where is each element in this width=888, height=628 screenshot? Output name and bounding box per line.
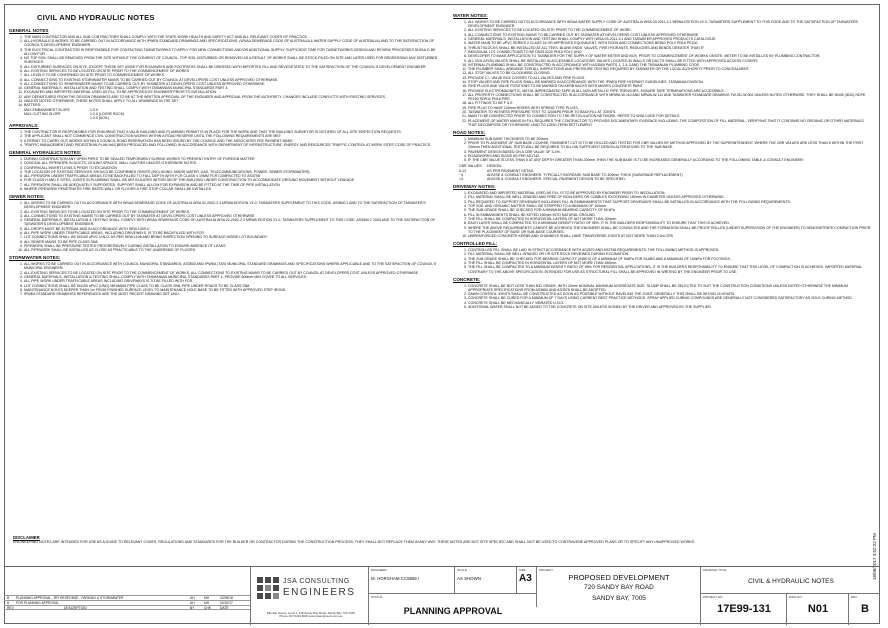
cbr-design: ADVISE & CONSULT ENGINEER. SPECIAL PAVEMENT DESIGN TO BE SPECIFIED. xyxy=(487,176,626,181)
note-item: 1. DURING CONSTRUCTION ANY OPEN PIPES TO BE SEALED TEMPORARILY DURING WORKS TO PREVENT ENTRY OF FOREIGN MATTER xyxy=(24,157,441,161)
note-item: 5. ADDITIONAL WATER SHALL NOT BE ADDED TO THE CONCRETE ON SITE UNLESS SIGNED BY THE DRIVER AND APPROVED BY THE SUPPLIER. xyxy=(468,305,871,309)
notes-list xyxy=(453,284,871,310)
batter-value: 1:2.0 (LOOSE ROCK) xyxy=(90,111,125,116)
note-item: 4. THE FILL SHALL BE COMPACTED IN HORIZONTAL LAYERS OF NOT MORE THAN 150mm. xyxy=(468,261,871,265)
note-item: 3. A PERMIT TO CARRY OUT WORKS WITHIN A COUNCIL ROAD RESERVATION HAS BEEN ISSUED BY THE COUNCIL AND THE ASSOCIATED FEE PAYMENT MADE. xyxy=(24,139,441,143)
section-heading: GENERAL HYDRAULICS NOTES: xyxy=(9,149,82,155)
engineer-label: ENGINEER xyxy=(371,568,387,572)
section-heading: ROAD NOTES: xyxy=(453,129,486,135)
note-item: 2. ALL HYDRAULICS WORKS TO BE CARRIED OUT IN ACCORDANCE WITH IPWEA STANDARD DRAWINGS AND SPECIFICATIONS, (WSAA SEWERAGE CODE OF AUSTRALIA & WATER SUPPLY CODE OF AUSTRALIA) AND TO THE SATISFACTION OF COUNCIL'S DEVELOPMENT ENGINEER. xyxy=(24,39,441,47)
rev-header-description: DESCRIPTION xyxy=(64,606,87,610)
note-item: 5. THE FILL SHALL BE COMPACTED TO A MINIMUM DENSITY RATIO OF 98% FOR RESIDENTIAL APPLICATIONS. IT IS THE BUILDERS RESPONSIBILITY TO ENSURE THAT THIS LEVEL OF COMPACTION IS ACHIEVED. IMPORTED MATERIAL CONTRARY TO THE ABOVE SPECIFICATION, INTENDED FOR USE AS STRUCTURAL FILL SHALL BE APPROVED IN WRITING BY THE ENGINEER PRIOR TO USE. xyxy=(468,265,871,273)
note-item: 3. THE ELECTRICAL CONTRACTOR IS RESPONSIBLE FOR CONTACTING TASNETWORKS TO APPLY FOR NEW CONNECTIONS AND/OR ADDITIONAL SUPPLY. SUFFICIENT TIME FOR TASNETWORKS DESIGN AND REVIEW PROCESSES SHOULD BE ALLOW FOR. xyxy=(24,48,441,56)
note-item: 2. ALL EXISTING SERVICES TO BE LOCATED ON SITE PRIOR TO THE COMMENCEMENT OF WORKS. ALL CONNECTIONS TO EXISTING MAINS TO BE CARRIED OUT BY COUNCIL AT DEVELOPERS COST UNLESS APPROVED OTHERWISE. xyxy=(24,271,441,275)
note-item: 4. NO TOP SOIL SHALL BE REMOVED FROM THE SITE WITHOUT THE CONSENT OF COUNCIL. TOP SOIL DISTURBED OR REMOVED AS A RESULT OF WORKS SHALL BE STOCK-PILED ON SITE AND LATER USED FOR REDRESSING ANY DISTURBED SURFACES. xyxy=(24,56,441,64)
cbr-value: <4 xyxy=(459,176,464,181)
note-item: 7. ALL LEVELS TO BE CONFIRMED ON SITE PRIOR TO COMMENCEMENT OF WORKS xyxy=(24,73,441,77)
drawing-sheet xyxy=(4,4,880,624)
notes-section xyxy=(9,255,441,296)
note-item: 3. ALL CONNECTIONS TO EXISTING MAINS TO BE CARRIED OUT BY TASWATER AT DEVELOPERS COST UNLESS APPROVED OTHERWISE. xyxy=(468,33,871,37)
company-name-line2: ENGINEERS xyxy=(283,587,356,598)
dwg-no-value: N01 xyxy=(807,603,829,615)
size-cell xyxy=(516,567,536,593)
note-item: 2. FILL MATERIAL SHALL BE WELL GRADED AND FREE OF BOULDERS OR COBBLES EXCEEDING 150mm IN DIAMETER UNLESS APPROVED OTHERWISE. xyxy=(468,195,871,199)
revision-header-row xyxy=(4,605,250,610)
notes-list xyxy=(9,130,441,147)
notes-list xyxy=(453,191,871,238)
notes-list xyxy=(453,137,871,163)
batter-value: 1:3.0 xyxy=(90,107,98,112)
section-heading: SEWER NOTES: xyxy=(9,194,45,200)
company-contact-line: Phone (03) 6224 8620 www.jsaengineers.com.au xyxy=(279,614,343,619)
section-heading: APPROVALS: xyxy=(9,122,39,128)
note-item: 9. ALL CONNECTIONS TO SEWER/WATER MAINS TO BE CARRIED OUT BY TASWATER AT DEVELOPERS COST UNLESS APPROVED OTHERWISE. xyxy=(24,82,441,86)
rev-header-rev: REV xyxy=(7,606,14,610)
notes-section xyxy=(9,150,441,191)
note-item: 7. IPWEA STANDARD DRAWINGS REFERENCED ARE THE MOST RECENT DRAWING SET UNO. xyxy=(24,292,441,296)
note-item: 21. MAIN TO BE DISINFECTED PRIOR TO CONNECTION TO THE RETICULATION NETWORK. REFER TO WSA CODE FOR DETAILS. xyxy=(468,114,871,118)
left-sections xyxy=(9,28,441,296)
note-item: 1. CONCRETE SHALL BE NOT LESS THAN N32 GRADE, WITH 20mm NOMINAL MAXIMUM AGGREGATE SIZE. SLUMP SHALL BE SELECTED TO SUIT THE CONSTRUCTION CONDITIONS UNLESS NOTED OTHERWISE THE MINIMUM APPROPRIATE SPECIFICATIONS FROM AS3600 AND AS3578 SHALL BE ADOPTED. xyxy=(468,284,871,292)
company-logo-icon xyxy=(257,577,279,599)
company-name-line1: JSA CONSULTING xyxy=(283,578,350,585)
disclaimer-heading: DISCLAIMER xyxy=(13,535,40,540)
note-item: 5. THE SUB GRADE SHALL BE CHECKED FOR A MINIMUM BEARING CAPACITY OF 50 kPa xyxy=(468,208,871,212)
note-item: 20. TASWATER TO WITNESS PRESSURE TEST TO 1200kPA PRIOR TO BACKFILL AT JOINTS. xyxy=(468,110,871,114)
size-label: SIZE xyxy=(519,568,526,572)
project-no-label: PROJECT NO. xyxy=(703,595,724,599)
engineer-cell xyxy=(368,567,454,593)
note-item: 4. TOP SOIL AND ORGANIC MATTER SHALL BE STRIPPED TO A MINIMUM OF 100mm xyxy=(468,204,871,208)
note-item: 8. WHERE PIPEWORK PENETRATES FIRE RATED WALL OR FLOORS A FIRE STOP COLLAR SHALL BE INSTALLED xyxy=(24,187,441,191)
note-item: 7. INDIVIDUAL LOT CONNECTIONS TO BE DN25 ID20 PN16 POLY UNO. xyxy=(468,50,871,54)
note-item: 14. BATTERS: xyxy=(24,103,441,107)
rev-header-chk: CHK xyxy=(204,606,211,610)
section-heading: CONCRETE: xyxy=(453,276,481,282)
note-item: 14. STOP VALVES AND FIRE PLUGS SHALL BE MARKED IN ACCORDANCE WITH THE IPWEA FIRE HYDRANT GUIDELINES: TASMANIA DIVISION. xyxy=(468,80,871,84)
rev-header-date: DATE xyxy=(220,606,229,610)
section-heading: GENERAL NOTES xyxy=(9,28,49,33)
note-item: 6. FOR CLASS H AND E SITES, JOINTS IN PLUMBING SHALL BE ARTICULATED WITHIN 3M OF THE BUILDING UNDER CONSTRUCTION TO ACCOMMODATE GROUND MOVEMENT WITHOUT LEAKAGE xyxy=(24,178,441,182)
note-item: 5. ALL DISTURBED SURFACES ON SITE, EXCEPT THOSE SET ASIDE FOR ROADWAYS AND FOOTPATHS SHALL BE DRESSED WITH IMPORTED FILL AND REVEGETATED TO THE SATISFACTION OF THE COUNCIL'S DEVELOPMENT ENGINEER. xyxy=(24,65,441,69)
note-item: 4. TRAFFIC MANAGEMENT AND PEDESTRIAN PLAN HAS BEEN PRODUCED AND FOLLOWED IN ACCORDANCE WITH DEPARTMENT OF INFRASTRUCTURE, ENERGY AND RESOURCES 'TRAFFIC CONTROL AT WORK SITES' CODE OF PRACTICE. xyxy=(24,143,441,147)
dwg-no-cell xyxy=(786,593,848,625)
project-address-line2: SANDY BAY, 7005 xyxy=(592,595,646,602)
note-item: 13. UNLESS NOTED OTHERWISE, THESE NOTES SHALL APPLY TO ALL DRAWINGS IN THE SET xyxy=(24,99,441,103)
note-item: 4. GENERAL MATERIALS, INSTALLATION & TESTING SHALL COMPLY WITH WSAA SEWERAGE CODE OF AUSTRALIA WSA 02-2002-2.3 MRWA EDITION V1.0, TASWATERS SUPPLEMENT TO THIS CODE, AS3500.2 2003 AND TO THE SATISFACTION OF TASWATER'S DEVELOPMENT ENGINEER. xyxy=(24,218,441,226)
note-item: 1. THE CONTRACTOR IS RESPONSIBLE FOR ENSURING THAT A VALID BUILDING AND PLUMBING PERMIT IS IN PLACE FOR THE WORK AND THAT THE BUILDING SURVEYOR IS NOTIFIED OF ALL SITE INSPECTION REQUESTS. xyxy=(24,130,441,134)
note-item: 5. LOT CONNECTIONS SHALL BE DN150 uPVC (UNO) MINIMUM PIPE CLASS TO BE CLASS SN8, PIPE UNDER ROADS TO BE CLASS SN8. xyxy=(24,284,441,288)
note-item: 1. THE MAIN CONTRACTOR AND ALL SUB CONTRACTORS SHALL COMPLY WITH THE STATE WORK HEALTH AND SAFETY ACT AND ALL RELEVANT CODES OF PRACTICE. xyxy=(24,35,441,39)
notes-list xyxy=(9,201,441,252)
notes-section xyxy=(9,194,441,252)
note-item: 6. ALL EXISTING SERVICES TO BE LOCATED ON SITE PRIOR TO THE COMMENCEMENT OF WORKS xyxy=(24,69,441,73)
note-item: 6. ALL PIPE WORK UNDER TRAFFICABLE AREAS, INCLUDING DRIVEWAYS, IS TO BE BACKFILLED WITH FCR. xyxy=(24,231,441,235)
disclaimer-text: ENGINEERING NOTES ARE INTENDED FOR USE AS A GUIDE TO RELEVANT CODES, REGULATIONS AND STANDARDS FOR THE BUILDER OR CONTRACTOR DURING THE CONSTRUCTION PROCESS, THEY SHALL NOT REPLACE THEM IN ANY WAY. THESE NOTES ARE NOT SITE SPECIFIC AND SHALL NOT BE USED TO CONTRAVENE APPROVED PLANS OR TO SPECIFY ANY UNAPPROVED WORKS. xyxy=(13,540,696,544)
rev-date: 02/10/17 xyxy=(220,601,233,605)
rev-label: REV xyxy=(851,595,858,599)
notes-list xyxy=(453,20,871,127)
notes-section xyxy=(453,130,871,181)
note-item: 17. ALL PROPERTY CONNECTIONS SHALL BE CONSTRUCTED IN ACCORDANCE WITH MRWA-W-110 AND MRWA-W-111 AND TASWATER STANDARD DRAWING TW-SD-W-002 UNLESS NOTED OTHERWISE. THEY SHALL BE DN25 (ID20) HDPE PE100 SDR11 PN16 PIPE. xyxy=(468,93,871,101)
note-item: 8. ALL SEWER MAINS TO BE PIPE CLASS SN8. xyxy=(24,240,441,244)
note-item: 12. ALL STOP VALVES TO BE CLOCKWISE CLOSING. xyxy=(468,71,871,75)
section-heading: DRIVEWAY NOTES: xyxy=(453,184,496,190)
note-item: 10. INTERNAL PLUMBING SHALL BE CONSTRUCTED IN ACCORDANCE WITH AS3500 PARTS 1, 2 & 3 AND THE TASMANIAN PLUMBING CODE xyxy=(468,63,871,67)
note-item: 4. GENERAL MATERIALS, INSTALLATION AND TESTING SHALL COMPLY WITH WSA 03-2011-3.1 AND TASWATER APPROVED PRODUCTS CATALOGUE. xyxy=(468,37,871,41)
note-item: 3. FILL REQUIRED TO SUPPORT DRIVEWAYS INCLUDING FILL IN EMBANKMENTS THAT SUPPORT DRIVEWAYS SHALL BE INSTALLED IN ACCORDANCE WITH THE FOLLOWING REQUIREMENTS: xyxy=(468,200,871,204)
cbr-header-values: CBR VALUES: xyxy=(459,164,483,169)
note-item: 4. ALL PIPE WORK UNDER TRAFFICABLE AREAS INCLUDING DRIVEWAYS IS TO BE FILLED WITH FCR. xyxy=(24,279,441,283)
scale-value: AS SHOWN xyxy=(457,576,481,581)
company-address-line: Ellerslie House, Level 1, 118 Sandy Bay Road, Sandy Bay TAS 7005 xyxy=(267,611,355,615)
cbr-value: 5-12 xyxy=(459,168,467,173)
right-sections xyxy=(453,13,871,309)
note-item: 11. EXCAVATED AND IMPORTED MATERIAL USED AS FILL TO BE APPROVED BY ENGINEER PRIOR TO INSTALLATION. xyxy=(24,90,441,94)
engineer-value: M. HORSHAM CC5865 I xyxy=(371,576,420,581)
cbr-design: AS PER PAVEMENT DETAIL xyxy=(487,168,534,173)
notes-section xyxy=(453,13,871,127)
notes-section xyxy=(453,184,871,238)
note-item: 1. ALL WORKS TO BE CARRIED OUT IN ACCORDANCE WITH WSAA WATER SUPPLY CODE OF AUSTRALIA WSA 03-2011-3.1 MRWA EDITION V2.0, TASWATERS SUPPLEMENT TO THIS CODE AND TO THE SATISFACTION OF TASWATERS DEVELOPMENT ENGINEER. xyxy=(468,20,871,28)
project-no-cell xyxy=(700,593,786,625)
notes-list xyxy=(453,248,871,274)
note-item: 13. PROVIDE C.I. VALVE BOX COVERS TO ALL VALVES AND FIRE PLUGS. xyxy=(468,76,871,80)
notes-section xyxy=(9,28,441,120)
batter-row xyxy=(9,116,441,120)
note-item: 1. MINIMUM SUB BASE THICKNESS TO BE 200mm. xyxy=(468,137,871,141)
section-heading: STORMWATER NOTES: xyxy=(9,255,61,261)
note-item: 4. THE LOCATION OF EXISTING SERVICES SHOULD BE CONFIRMED ONSITE (INCLUDING: MAINS WATER, GAS, TELECOMMUNICATIONS, POWER, SEWER STORMWATER). xyxy=(24,170,441,174)
status-cell xyxy=(368,593,536,625)
note-item: 7. THE FILL SHALL BE COMPACTED IN HORIZONTAL LAYERS OF NOT MORE THAN 200mm. xyxy=(468,217,871,221)
project-address-line1: 720 SANDY BAY ROAD xyxy=(584,584,654,591)
dwg-no-label: DWG NO. xyxy=(789,595,803,599)
rev-cell xyxy=(848,593,880,625)
rev-by: AH xyxy=(190,596,195,600)
rev-by: AH xyxy=(190,601,195,605)
drawing-title-cell xyxy=(700,567,880,593)
notes-section xyxy=(453,277,871,310)
batter-label: MAX CUTTING SLOPE xyxy=(24,111,61,116)
note-item: 9. PIPEWORK SHALL BE PRESSURE TESTED PROGRESSIVELY DURING INSTALLATION TO ENSURE ABSENCE OF LEAKS. xyxy=(24,244,441,248)
note-item: 8. ALL CONNECTIONS TO EXISTING STORMWATER MAINS TO BE CARRIED OUT BY COUNCIL AT DEVELOPERS COST UNLESS APPROVED OTHERWISE. xyxy=(24,78,441,82)
scale-label: SCALE xyxy=(457,568,467,572)
note-item: 5. WATER MAIN TO BE uPVC SERIES 2 CLASS 16 OR APPROVED EQUIVALENT, WITH RODS AND CONNECTIONS BEING POLY PN16 PE100 xyxy=(468,41,871,45)
cbr-row xyxy=(457,177,871,181)
note-item: 11. THE PLUMBER SHALL ARRANGE FOR ALL INSPECTIONS AND PRESSURE TESTING REQUIRED BY TASWATER OR THE LOCAL AUTHORITY PRIOR TO CONCEALMENT. xyxy=(468,67,871,71)
note-item: 5. ALL PIPEWORK UNDER TRAFFICABLE AREAS TO BE BACKFILLED TO FULL DEPTH WITH FCR CLASS 4 19MM FCR COMPACTED TO AS3798 xyxy=(24,174,441,178)
drawing-title-label: DRAWING TITLE xyxy=(703,568,727,572)
note-item: 8. DEVELOPER TO MAKE APPLICATION TO TASWATER FOR THE SUPPLY OF WATER METER AND BOX, PRIOR TO COMMENCEMENT OF WORKS ONSITE. METER TO BE INSTALLED BY PLUMBING CONTRACTOR. xyxy=(468,54,871,58)
rev-description: PLANNING APPROVAL - RFI RESPONSE - PARKING & STORMWATER xyxy=(16,596,124,600)
rev-chk: MH xyxy=(204,601,210,605)
note-item: 19. FIRE PLUG TO HAVE 100mm RISERS WITH SPRING TYPE PLUGS. xyxy=(468,106,871,110)
page-title: CIVIL AND HYDRAULIC NOTES xyxy=(37,13,155,22)
note-item: 3. THE SUB GRADE SHALL BE CHECKED FOR BEARING CAPACITY (INDEX) OF A MINIMUM OF 50kPa FOR SLABS AND A MINIMUM OF 100kPa FOR FOOTINGS. xyxy=(468,257,871,261)
note-item: 22. PLACEMENT OF WATER MAINS IN FILL REQUIRES THE CONTRACTOR TO PROVIDE DOCUMENTARY EVIDENCE INCLUDING: THE COMPOSITION OF FILL MATERIAL, VERIFYING THAT IT CONTAINS NO ORGANIC OR OTHER MATERIALS THAT DECOMPOSE OR OTHERWISE LEAD TO LONG TERM SETTLEMENT. xyxy=(468,119,871,127)
plot-timestamp: 18/06/2017 4:52:22 PM xyxy=(872,533,877,580)
disclaimer xyxy=(13,535,871,544)
note-item: 3. ALL CONNECTIONS TO EXISTING MAINS TO BE CARRIED OUT BY TASWATER AT DEVELOPERS COST UNLESS APPROVED OTHERWISE. xyxy=(24,214,441,218)
note-item: 9. ALL ISOLATION VALVES SHALL BE INSTALLED IN ACCESSIBLE LOCATIONS. VALVES LOCATED IN WALLS OR DUCTS SHALL BE FITTED WITH APPROVED ACCESS COVERS. xyxy=(468,59,871,63)
rev-value: B xyxy=(861,603,869,615)
notes-list xyxy=(9,262,441,296)
status-value: PLANNING APPROVAL xyxy=(403,606,503,616)
company-logo xyxy=(250,567,368,625)
note-item: 10. ALL PIPEWORK SHALL BE INSTALLED AS CLOSE AS PRACTICABLE TO THE UNDERSIDE OF FLOORS. xyxy=(24,248,441,252)
project-no-value: 17E99-131 xyxy=(717,603,771,615)
project-name: PROPOSED DEVELOPMENT xyxy=(568,573,670,582)
note-item: 18. ALL FITTINGS TO BE F & E xyxy=(468,101,871,105)
note-item: 10. GENERAL MATERIALS, INSTALLATION AND TESTING SHALL COMPLY WITH TASMANIAN MUNICIPAL STANDARDS PART 4. xyxy=(24,86,441,90)
note-item: 8. EACH LAYER SHALL BE COMPACTED TO A MINIMUM DENSITY RATIO OF 95%. IT IS THE BUILDERS RESPONSIBILITY TO ENSURE THAT THIS IS ACHIEVED. xyxy=(468,221,871,225)
note-item: 9. WHERE THE ABOVE REQUIREMENTS CANNOT BE ACHIEVED THE ENGINEER SHALL BE CONSULTED AND THE FORMATION SHALL BE PROOF ROLLED (UNDER SUPERVISION OF THE ENGINEER) TO DEMONSTRATE COMPACTION PRIOR TO THE PLACEMENT OF BASE OR SUB-BASE COURSES. xyxy=(468,226,871,234)
note-item: 2. ALL EXISTING SERVICES TO BE LOCATED ON SITE PRIOR TO THE COMMENCEMENT OF WORK. xyxy=(468,28,871,32)
note-item: 2. PRIOR TO PLACEMENT OF SUB BASE COURSE, PAVEMENT CUT IS TO BE ROLLED AND TESTED FOR CBR VALUES BY METHOD APPROVED BY THE SUPERINTENDENT. WHERE THE CBR VALUES ARE LESS THAN 5 WITHIN THE FIRST 200mm THEN ADDITIONAL TESTS WILL BE REQUIRED TO ALLOW SUFFICIENT DESIGN ALTERATIONS TO THE SUB BASE. xyxy=(468,141,871,149)
project-cell xyxy=(536,567,700,607)
rev-code: A xyxy=(7,601,10,605)
note-item: 7. LOT CONNECTIONS SHALL BE DN100 uPVC U.N.O. AS PER SEW-1106 AND BRING INSPECTION OPENING TO SURFACE INSIDE LOT BOUNDARY. xyxy=(24,235,441,239)
rev-chk: MH xyxy=(204,596,210,600)
notes-section xyxy=(9,123,441,147)
scale-cell xyxy=(454,567,516,593)
note-item: 1. EXCAVATED AND IMPORTED MATERIAL USED AS FILL IS TO BE APPROVED BY ENGINEER PRIOR TO INSTALLATION. xyxy=(468,191,871,195)
note-item: 1. CONTROLLED FILL SHALL BE LAID IN STRICT ACCORDANCE WITH AS2870 AND AS3798 REQUIREMENTS. THE FOLLOWING METHOD IS APPROVED: xyxy=(468,248,871,252)
note-item: 1. ALL WORKS TO BE CARRIED OUT IN ACCORDANCE WITH WSAA SEWERAGE CODE OF AUSTRALIA WSA 02-2002-2.3 MRWA EDITION V1.0, TASWATERS SUPPLEMENT TO THIS CODE, AS3500.2 AND TO THE SATISFACTION OF TASWATER'S DEVELOPMENT ENGINEER. xyxy=(24,201,441,209)
note-item: 16. PROVIDE ELECTROMAGNETIC, METAL IMPREGNATED TAPE IN ALL NON-METALLIC PIPE TRENCHES. ENSURE TAPE TERMINATIONS ARE ACCESSIBLE. xyxy=(468,89,871,93)
note-item: 2. SAWN CONTROL JOINTS SHALL BE CONSTRUCTED AS SOON AS POSSIBLE WITHOUT RAVELING THE JOINT, GENERALLY THIS SHALL BE WITHIN 24 HOURS. xyxy=(468,292,871,296)
note-item: 10. UNREINFORCED CONCRETE KERBS AND CHANNELS SHALL HAVE TRANSVERSE JOINTS AT NOT MORE THAN 3.0m CRS xyxy=(468,234,871,238)
revision-table xyxy=(4,567,250,625)
note-item: 3. CONCRETE SHALL BE CURED FOR A MINIMUM OF 7 DAYS USING CURRENT BEST PRACTICE METHODS. SPRAY APPLIED CURING COMPOUNDS ARE GENERALLY NOT CONSIDERED SATISFACTORY AS SOLE CURING METHOD. xyxy=(468,296,871,300)
cbr-header-design: DESIGN: xyxy=(487,164,502,169)
rev-date: 22/05/18 xyxy=(220,596,233,600)
note-item: 5. IF THE CBR VALUE IS LESS THAN 5 AT ANY DEPTH GREATER THAN 200mm THEN THE SUB BASE IS TO BE INCREASED GENERALLY ACCORDING TO THE FOLLOWING TABLE & CONSULT ENGINEER: xyxy=(468,158,871,162)
note-item: 4. ROADWORKS AND SIGNS AS PER AS1742. xyxy=(468,154,871,158)
note-item: 5. ALL DROPS MUST BE INTERNAL AND IN ACCORDANCE WITH SEW-1309-V. xyxy=(24,227,441,231)
cbr-table xyxy=(457,164,871,181)
note-item: 6. MAINTENANCE HOLES DEEPER THAN 1m FROM FINISHED SURFACE LEVEL TO MAINTENANCE HOLE BASE TO BE FITTED WITH APPROVED STEP IRONS. xyxy=(24,288,441,292)
title-block xyxy=(4,566,880,624)
rev-description: FOR PLANNING APPROVAL xyxy=(16,601,59,605)
note-item: 15. FIRE PLUGS AND VALVE POSITIONS TO BE MARKED ON KERB BACKS WITH MARKS CONCRETE PAINT. xyxy=(468,84,871,88)
note-item: 1. ALL WORKS TO BE CARRIED OUT IN ACCORDANCE WITH COUNCIL MUNICIPAL STANDARDS, AS3500 AND IPWEA (TAS) MUNICIPAL STANDARD DRAWINGS AND SPECIFICATIONS WHERE APPLICABLE AND TO THE SATISFACTION OF COUNCIL'S MUNICIPAL ENGINEER. xyxy=(24,262,441,270)
status-label: STATUS xyxy=(371,595,383,599)
note-item: 4. CONCRETE SHALL BE MECHANICALLY VIBRATED U.N.O. xyxy=(468,301,871,305)
project-label: PROJECT xyxy=(539,568,554,572)
note-item: 6. THRUST BLOCKS SHALL BE INSTALLED AT ALL TEES, BLANK ENDS, VALVES, FIRE HYDRANTS, REDUCERS AND BENDS GREATER THAN 5° xyxy=(468,46,871,50)
note-item: 2. ALL EXISTING SERVICES TO BE LOCATED ON SITE PRIOR TO THE COMMENCEMENT OF WORKS. xyxy=(24,210,441,214)
rev-code: B xyxy=(7,596,10,600)
note-item: 2. FILL MATERIAL SHALL BE WELL GRADED OR CR SITE ROCK REVIEWED DURING EXCAVATION. xyxy=(468,252,871,256)
company-address xyxy=(255,612,367,619)
note-item: 3. CONFIRM ALL INVERT LEVELS PRIOR TO EXCAVATION xyxy=(24,166,441,170)
rev-header-by: BY xyxy=(190,606,195,610)
section-heading: CONTROLLED FILL: xyxy=(453,241,498,247)
notes-list xyxy=(9,35,441,107)
drawing-title-value: CIVIL & HYDRAULIC NOTES xyxy=(748,578,834,585)
note-item: 3. GENERAL MATERIALS, INSTALLATION & TESTING SHALL COMPLY WITH TASMANIAN MUNICIPAL STANDARDS PART 4. PROVIDE 600mm MIN COVER TO ALL SERVICES. xyxy=(24,275,441,279)
notes-section xyxy=(453,241,871,274)
right-notes-column xyxy=(453,11,871,533)
note-item: 2. THE APPLICANT SHALL NOT COMMENCE CIVIL CONSTRUCTION WORKS WITHIN A ROAD RESERVE UNTIL THE FOLLOWING REQUIREMENTS ARE MET: xyxy=(24,134,441,138)
size-value: A3 xyxy=(519,573,532,584)
notes-list xyxy=(9,157,441,191)
note-item: 12. ANY DEPARTURES FROM THE DESIGN DRAWINGS ARE TO BE AT THE WRITTEN APPROVAL OF THE ENGINEER AND APPROVAL FROM THE AUTHORITY. CHANGES INCLUDE CONFLICTS WITH EXISTING SERVICES. xyxy=(24,95,441,99)
note-item: 3. PAVEMENT DESIGN BASED ON A CBR VALUE OF 3-4%. xyxy=(468,150,871,154)
batter-label: MAX EMBANKMENT SLOPE xyxy=(24,107,70,112)
section-heading: WATER NOTES: xyxy=(453,13,488,18)
cbr-design: ADVISE & CONSULT ENGINEER. TYPICALLY INCREASE SUB BASE TO 400mm THICK (SUBGRADE REPLACEMENT) xyxy=(487,172,683,177)
cbr-value: ~4 xyxy=(459,172,464,177)
note-item: 7. ALL PIPEWORK SHALL BE ADEQUATELY SUPPORTED. SUPPORT SHALL ALLOW FOR EXPANSION AND BE FITTED AT THE TIME OF PIPE INSTALLATION xyxy=(24,183,441,187)
batter-value: 1:3.0 (SOIL) xyxy=(90,115,110,120)
note-item: 6. FILL IN EMBANKMENTS SHALL BE KEYED 150mm INTO NATURAL GROUND. xyxy=(468,213,871,217)
left-notes-column xyxy=(9,11,441,533)
note-item: 2. CONCEAL ALL PIPEWORK IN DUCTS, CEILING SPACES, WALL CAVITIES UNLESS OTHERWISE NOTED xyxy=(24,161,441,165)
